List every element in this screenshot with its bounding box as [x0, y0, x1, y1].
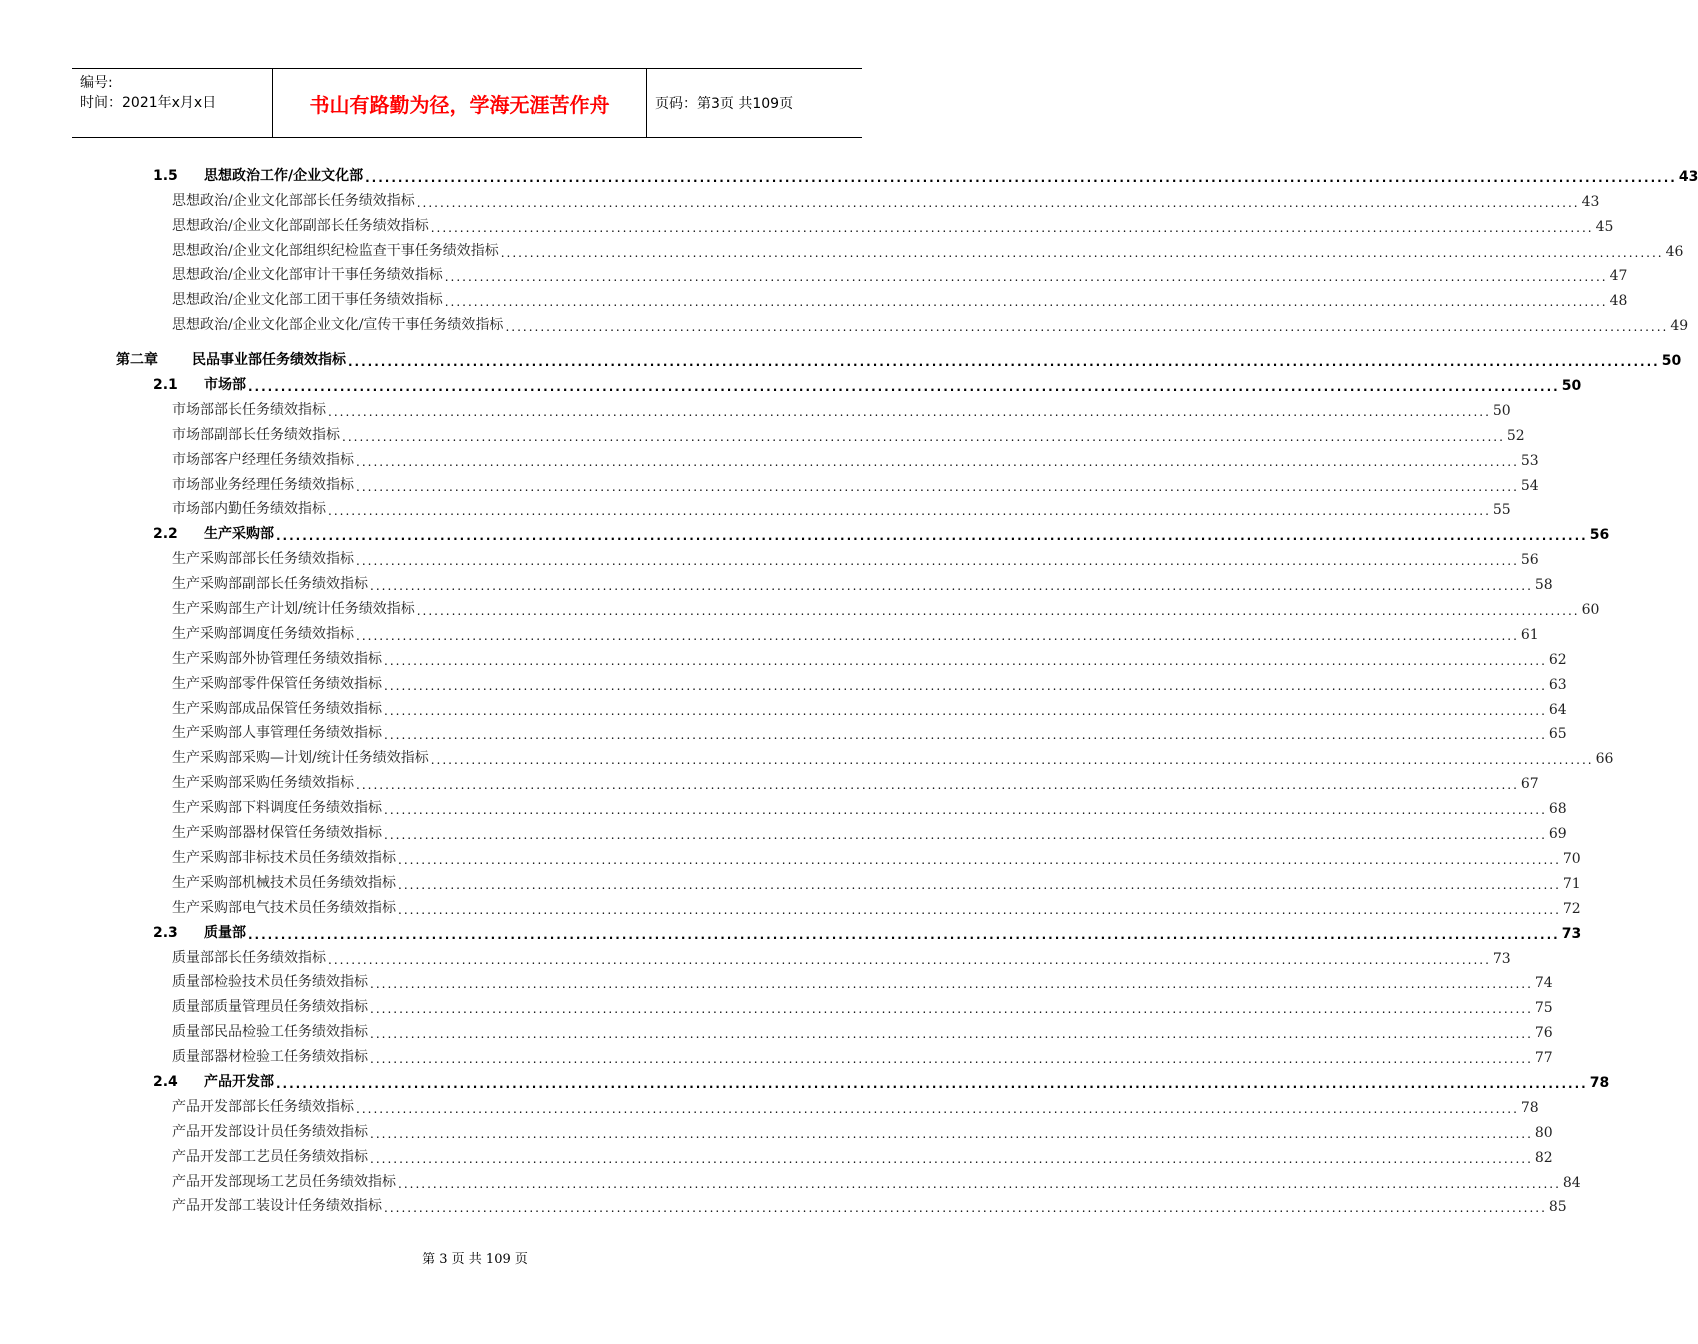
toc-entry-title: 生产采购部 [204, 526, 274, 543]
toc-entry[interactable] [116, 991, 1553, 1017]
toc-entry-title: 质量部民品检验工任务绩效指标 [172, 1024, 368, 1041]
toc-entry[interactable] [116, 1116, 1553, 1141]
toc-entry[interactable] [116, 419, 1525, 444]
toc-leader-dots: ........................................................................................................................................................................................................ [370, 1027, 1533, 1042]
toc-entry-page: 76 [1534, 1025, 1553, 1042]
toc-entry-title: 生产采购部机械技术员任务绩效指标 [172, 874, 396, 891]
toc-entry[interactable] [116, 444, 1539, 469]
toc-entry[interactable] [116, 618, 1539, 643]
toc-entry-title: 市场部副部长任务绩效指标 [172, 426, 340, 443]
toc-entry[interactable] [116, 693, 1567, 718]
page-header [72, 68, 862, 138]
toc-entry[interactable] [116, 1041, 1553, 1067]
toc-entry-title: 思想政治/企业文化部企业文化/宣传干事任务绩效指标 [172, 317, 504, 334]
toc-entry-page: 66 [1595, 751, 1614, 768]
toc-entry-title: 质量部质量管理员任务绩效指标 [172, 999, 368, 1016]
toc-entry[interactable] [116, 284, 1628, 310]
header-meta [72, 69, 272, 137]
toc-entry[interactable] [116, 1091, 1539, 1116]
toc-entry-title: 生产采购部采购—计划/统计任务绩效指标 [172, 750, 429, 767]
toc-entry-title: 市场部 [204, 377, 246, 394]
toc-entry-number: 第二章 [116, 352, 158, 369]
toc-entry[interactable] [116, 494, 1511, 519]
toc-leader-dots: ........................................................................................................................................................................................................ [248, 927, 1560, 942]
toc-entry-title: 生产采购部电气技术员任务绩效指标 [172, 899, 396, 916]
toc-entry-page: 52 [1506, 427, 1525, 444]
toc-entry-title: 思想政治/企业文化部副部长任务绩效指标 [172, 217, 429, 234]
toc-entry[interactable] [116, 892, 1581, 917]
table-of-contents [116, 160, 1698, 1216]
toc-entry-page: 55 [1492, 502, 1511, 519]
toc-entry-page: 77 [1534, 1050, 1553, 1067]
toc-entry[interactable] [116, 543, 1539, 569]
document-number-label: 编号: [80, 75, 113, 91]
toc-entry-title: 产品开发部设计员任务绩效指标 [172, 1123, 368, 1140]
toc-entry-page: 45 [1595, 218, 1614, 235]
toc-entry-title: 思想政治/企业文化部工团干事任务绩效指标 [172, 292, 443, 309]
toc-leader-dots: ........................................................................................................................................................................................................ [348, 355, 1660, 370]
toc-entry-page: 75 [1534, 1000, 1553, 1017]
toc-entry[interactable] [116, 1066, 1610, 1091]
toc-entry-title: 产品开发部工装设计任务绩效指标 [172, 1198, 382, 1215]
toc-entry-title: 生产采购部副部长任务绩效指标 [172, 576, 368, 593]
toc-entry-title: 民品事业部任务绩效指标 [192, 352, 346, 369]
toc-entry-title: 产品开发部工艺员任务绩效指标 [172, 1148, 368, 1165]
toc-leader-dots: ........................................................................................................................................................................................................ [356, 628, 1519, 643]
toc-entry-title: 生产采购部非标技术员任务绩效指标 [172, 849, 396, 866]
toc-entry[interactable] [116, 967, 1553, 992]
toc-entry-page: 67 [1520, 776, 1539, 793]
toc-leader-dots: ........................................................................................................................................................................................................ [416, 195, 1580, 210]
toc-leader-dots: ........................................................................................................................................................................................................ [384, 678, 1547, 693]
toc-entry-title: 思想政治/企业文化部审计干事任务绩效指标 [172, 267, 443, 284]
toc-leader-dots: ........................................................................................................................................................................................................ [370, 977, 1533, 992]
toc-entry-title: 思想政治/企业文化部部长任务绩效指标 [172, 192, 415, 209]
toc-leader-dots: ........................................................................................................................................................................................................ [398, 1176, 1561, 1191]
toc-entry[interactable] [116, 742, 1614, 768]
toc-entry-title: 生产采购部器材保管任务绩效指标 [172, 825, 382, 842]
toc-entry-page: 48 [1609, 293, 1628, 310]
toc-entry-page: 63 [1548, 676, 1567, 693]
toc-entry-title: 市场部内勤任务绩效指标 [172, 501, 326, 518]
toc-entry-page: 47 [1609, 268, 1628, 285]
toc-entry[interactable] [116, 817, 1567, 843]
toc-entry-title: 产品开发部部长任务绩效指标 [172, 1098, 354, 1115]
toc-leader-dots: ........................................................................................................................................................................................................ [370, 579, 1533, 594]
toc-entry-page: 43 [1581, 193, 1600, 210]
toc-leader-dots: ........................................................................................................................................................................................................ [384, 653, 1547, 668]
toc-entry[interactable] [116, 1141, 1553, 1166]
toc-entry-page: 50 [1492, 402, 1511, 419]
toc-entry-title: 市场部客户经理任务绩效指标 [172, 451, 354, 468]
toc-leader-dots: ........................................................................................................................................................................................................ [398, 877, 1561, 892]
toc-entry-number: 2.4 [153, 1073, 178, 1090]
toc-entry-page: 69 [1548, 826, 1567, 843]
toc-entry[interactable] [116, 1016, 1553, 1042]
toc-leader-dots: ........................................................................................................................................................................................................ [384, 803, 1547, 818]
toc-leader-dots: ........................................................................................................................................................................................................ [248, 380, 1560, 395]
toc-entry[interactable] [116, 942, 1511, 967]
toc-entry-title: 产品开发部现场工艺员任务绩效指标 [172, 1173, 396, 1190]
toc-entry-title: 质量部部长任务绩效指标 [172, 949, 326, 966]
toc-entry-number: 2.2 [153, 526, 178, 543]
toc-entry[interactable] [116, 718, 1567, 743]
toc-leader-dots: ........................................................................................................................................................................................................ [430, 753, 1594, 768]
toc-leader-dots: ........................................................................................................................................................................................................ [356, 454, 1519, 469]
toc-entry-page: 70 [1562, 850, 1581, 867]
toc-leader-dots: ........................................................................................................................................................................................................ [384, 828, 1547, 843]
toc-entry-page: 43 [1678, 168, 1698, 185]
header-motto: 书山有路勤为径，学海无涯苦作舟 [272, 69, 647, 137]
toc-leader-dots: ........................................................................................................................................................................................................ [398, 852, 1561, 867]
toc-entry-title: 生产采购部生产计划/统计任务绩效指标 [172, 601, 415, 618]
toc-entry-page: 73 [1561, 925, 1582, 942]
toc-entry-page: 58 [1534, 577, 1553, 594]
header-page-number: 页码：第3页 共109页 [655, 96, 794, 112]
toc-entry-number: 1.5 [153, 167, 178, 184]
toc-leader-dots: ........................................................................................................................................................................................................ [356, 778, 1519, 793]
toc-leader-dots: ........................................................................................................................................................................................................ [370, 1126, 1533, 1141]
toc-leader-dots: ........................................................................................................................................................................................................ [276, 529, 1588, 544]
toc-entry-title: 生产采购部部长任务绩效指标 [172, 551, 354, 568]
toc-entry[interactable] [116, 643, 1567, 668]
toc-entry[interactable] [116, 369, 1582, 395]
toc-leader-dots: ........................................................................................................................................................................................................ [328, 504, 1491, 519]
toc-entry[interactable] [116, 260, 1628, 285]
toc-entry-page: 50 [1561, 378, 1582, 395]
toc-leader-dots: ........................................................................................................................................................................................................ [384, 728, 1547, 743]
toc-leader-dots: ........................................................................................................................................................................................................ [328, 404, 1491, 419]
toc-entry-page: 72 [1562, 900, 1581, 917]
toc-entry-page: 73 [1492, 950, 1511, 967]
toc-entry[interactable] [116, 842, 1581, 867]
toc-entry-title: 质量部 [204, 924, 246, 941]
toc-entry-page: 80 [1534, 1124, 1553, 1141]
toc-entry-page: 50 [1661, 353, 1682, 370]
toc-entry[interactable] [116, 917, 1582, 942]
toc-leader-dots: ........................................................................................................................................................................................................ [356, 554, 1519, 569]
toc-entry-title: 市场部业务经理任务绩效指标 [172, 476, 354, 493]
toc-entry-page: 56 [1589, 527, 1610, 544]
toc-entry-title: 生产采购部下料调度任务绩效指标 [172, 800, 382, 817]
toc-leader-dots: ........................................................................................................................................................................................................ [276, 1076, 1588, 1091]
toc-entry-page: 54 [1520, 477, 1539, 494]
toc-entry-page: 74 [1534, 975, 1553, 992]
toc-leader-dots: ........................................................................................................................................................................................................ [328, 952, 1491, 967]
toc-entry-title: 生产采购部调度任务绩效指标 [172, 625, 354, 642]
toc-entry[interactable] [116, 344, 1682, 370]
toc-entry-title: 质量部检验技术员任务绩效指标 [172, 974, 368, 991]
toc-entry[interactable] [116, 394, 1511, 419]
toc-leader-dots: ........................................................................................................................................................................................................ [444, 270, 1608, 285]
toc-entry-number: 2.1 [153, 377, 178, 394]
document-time-label: 时间：2021年x月x日 [80, 95, 217, 111]
toc-leader-dots: ........................................................................................................................................................................................................ [500, 245, 1664, 260]
toc-entry-title: 质量部器材检验工任务绩效指标 [172, 1049, 368, 1066]
toc-leader-dots: ........................................................................................................................................................................................................ [430, 220, 1594, 235]
toc-entry-page: 53 [1520, 452, 1539, 469]
toc-entry[interactable] [116, 792, 1567, 818]
page-footer: 第 3 页 共 109 页 [422, 1252, 528, 1267]
toc-entry-page: 49 [1670, 318, 1689, 335]
toc-entry-title: 思想政治/企业文化部组织纪检监查干事任务绩效指标 [172, 242, 499, 259]
toc-entry-title: 生产采购部外协管理任务绩效指标 [172, 650, 382, 667]
toc-leader-dots: ........................................................................................................................................................................................................ [342, 429, 1505, 444]
toc-leader-dots: ........................................................................................................................................................................................................ [365, 170, 1677, 185]
toc-entry-page: 46 [1665, 243, 1684, 260]
toc-entry-page: 65 [1548, 726, 1567, 743]
toc-leader-dots: ........................................................................................................................................................................................................ [370, 1002, 1533, 1017]
toc-entry[interactable] [116, 593, 1600, 619]
toc-entry-page: 78 [1520, 1099, 1539, 1116]
toc-entry[interactable] [116, 469, 1539, 494]
toc-entry-title: 生产采购部采购任务绩效指标 [172, 775, 354, 792]
toc-entry-page: 62 [1548, 651, 1567, 668]
toc-entry-page: 56 [1520, 552, 1539, 569]
toc-entry-title: 生产采购部成品保管任务绩效指标 [172, 700, 382, 717]
toc-leader-dots: ........................................................................................................................................................................................................ [416, 604, 1580, 619]
toc-entry[interactable] [116, 160, 1698, 185]
toc-leader-dots: ........................................................................................................................................................................................................ [398, 902, 1561, 917]
toc-entry-page: 64 [1548, 701, 1567, 718]
toc-entry[interactable] [116, 210, 1614, 235]
toc-entry-title: 思想政治工作/企业文化部 [204, 167, 364, 184]
toc-leader-dots: ........................................................................................................................................................................................................ [444, 295, 1608, 310]
toc-entry-page: 82 [1534, 1149, 1553, 1166]
toc-entry-title: 产品开发部 [204, 1073, 274, 1090]
toc-entry-number: 2.3 [153, 924, 178, 941]
toc-entry-page: 78 [1589, 1074, 1610, 1091]
toc-leader-dots: ........................................................................................................................................................................................................ [356, 1101, 1519, 1116]
toc-leader-dots: ........................................................................................................................................................................................................ [505, 320, 1669, 335]
toc-leader-dots: ........................................................................................................................................................................................................ [356, 479, 1519, 494]
toc-entry-page: 84 [1562, 1174, 1581, 1191]
toc-entry[interactable] [116, 767, 1539, 793]
toc-entry[interactable] [116, 1191, 1567, 1216]
toc-leader-dots: ........................................................................................................................................................................................................ [370, 1052, 1533, 1067]
toc-entry[interactable] [116, 867, 1581, 892]
toc-entry[interactable] [116, 668, 1567, 693]
toc-entry-page: 71 [1562, 875, 1581, 892]
toc-entry-page: 61 [1520, 626, 1539, 643]
toc-entry[interactable] [116, 568, 1553, 594]
toc-entry[interactable] [116, 235, 1684, 260]
toc-entry-title: 市场部部长任务绩效指标 [172, 401, 326, 418]
toc-entry-page: 60 [1581, 602, 1600, 619]
toc-leader-dots: ........................................................................................................................................................................................................ [370, 1151, 1533, 1166]
toc-entry-title: 生产采购部人事管理任务绩效指标 [172, 725, 382, 742]
toc-entry-page: 85 [1548, 1199, 1567, 1216]
toc-entry-title: 生产采购部零件保管任务绩效指标 [172, 675, 382, 692]
toc-entry[interactable] [116, 309, 1689, 335]
toc-entry[interactable] [116, 1166, 1581, 1191]
toc-leader-dots: ........................................................................................................................................................................................................ [384, 1201, 1547, 1216]
toc-entry-page: 68 [1548, 801, 1567, 818]
toc-leader-dots: ........................................................................................................................................................................................................ [384, 703, 1547, 718]
toc-entry[interactable] [116, 185, 1600, 210]
toc-entry[interactable] [116, 518, 1610, 544]
